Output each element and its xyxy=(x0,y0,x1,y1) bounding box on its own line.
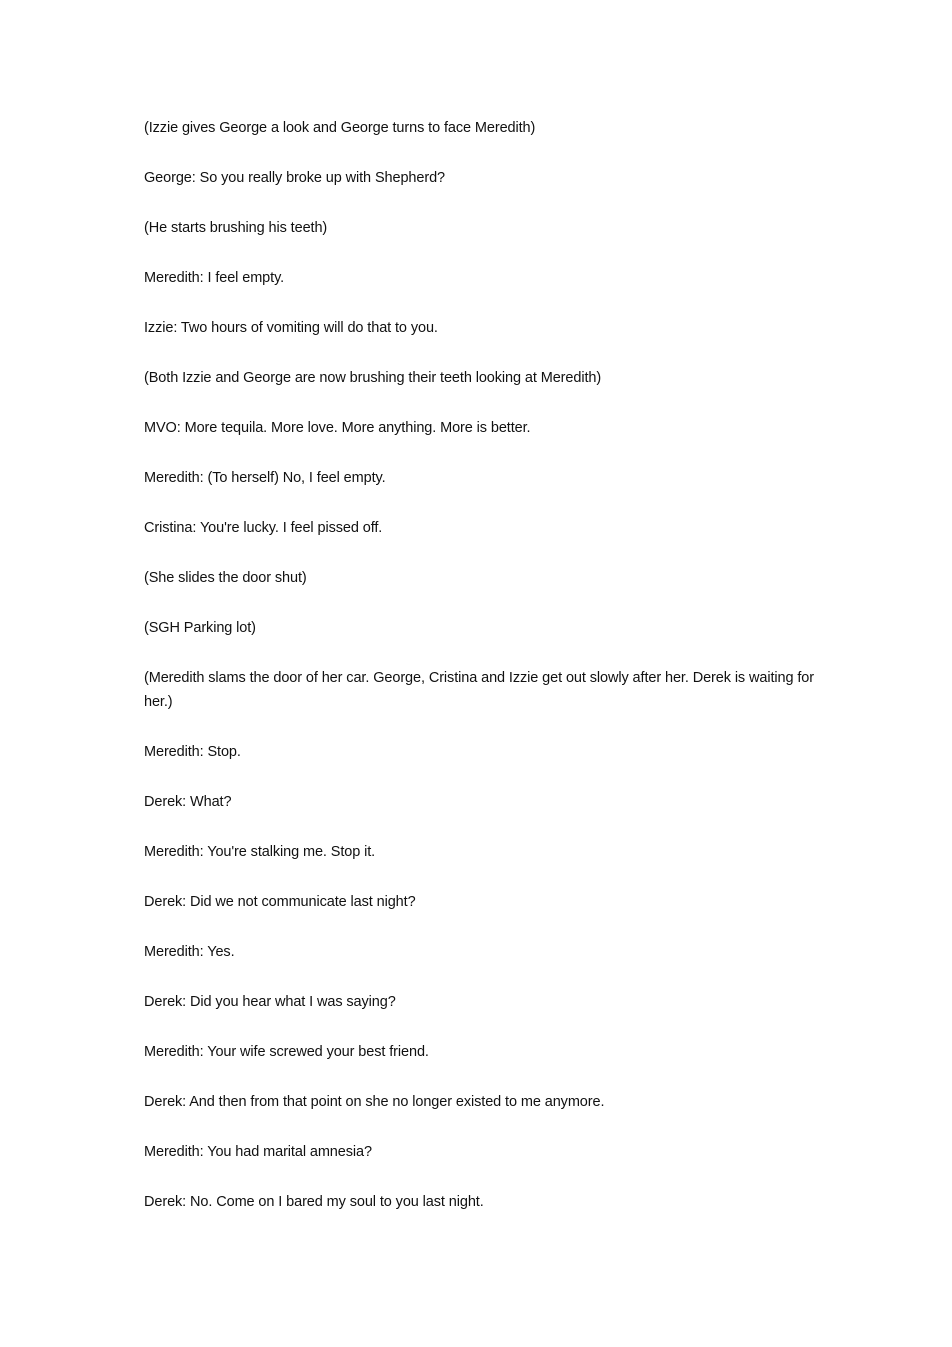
stage-direction: (She slides the door shut) xyxy=(144,570,307,586)
stage-direction: (Meredith slams the door of her car. George, Cristina and Izzie get out slowly after her. Derek is waiting for her.) xyxy=(144,670,814,710)
dialogue-line: Meredith: You're stalking me. Stop it. xyxy=(144,843,376,860)
dialogue-line: Meredith: You had marital amnesia? xyxy=(144,1143,372,1160)
dialogue-line: Meredith: Yes. xyxy=(144,943,235,960)
dialogue-line: Cristina: You're lucky. I feel pissed off. xyxy=(144,520,383,536)
dialogue-line: Meredith: Your wife screwed your best friend. xyxy=(144,1043,429,1060)
dialogue-line: Meredith: (To herself) No, I feel empty. xyxy=(144,470,386,486)
dialogue-line: Meredith: Stop. xyxy=(144,743,241,760)
script-body xyxy=(144,117,814,1241)
dialogue-line: MVO: More tequila. More love. More anything. More is better. xyxy=(144,420,531,436)
dialogue-line: George: So you really broke up with Shepherd? xyxy=(144,170,445,186)
dialogue-line: Derek: And then from that point on she no longer existed to me anymore. xyxy=(144,1093,605,1110)
dialogue-line: Derek: Did you hear what I was saying? xyxy=(144,993,396,1010)
dialogue-line: Meredith: I feel empty. xyxy=(144,270,285,286)
dialogue-line: Izzie: Two hours of vomiting will do that to you. xyxy=(144,320,438,336)
dialogue-line: Derek: Did we not communicate last night? xyxy=(144,893,416,910)
stage-direction: (Izzie gives George a look and George turns to face Meredith) xyxy=(144,120,536,136)
stage-direction: (He starts brushing his teeth) xyxy=(144,220,328,236)
dialogue-line: Derek: What? xyxy=(144,793,232,810)
scene-heading: (SGH Parking lot) xyxy=(144,620,256,636)
dialogue-line: Derek: No. Come on I bared my soul to you last night. xyxy=(144,1193,484,1210)
stage-direction: (Both Izzie and George are now brushing their teeth looking at Meredith) xyxy=(144,370,602,386)
